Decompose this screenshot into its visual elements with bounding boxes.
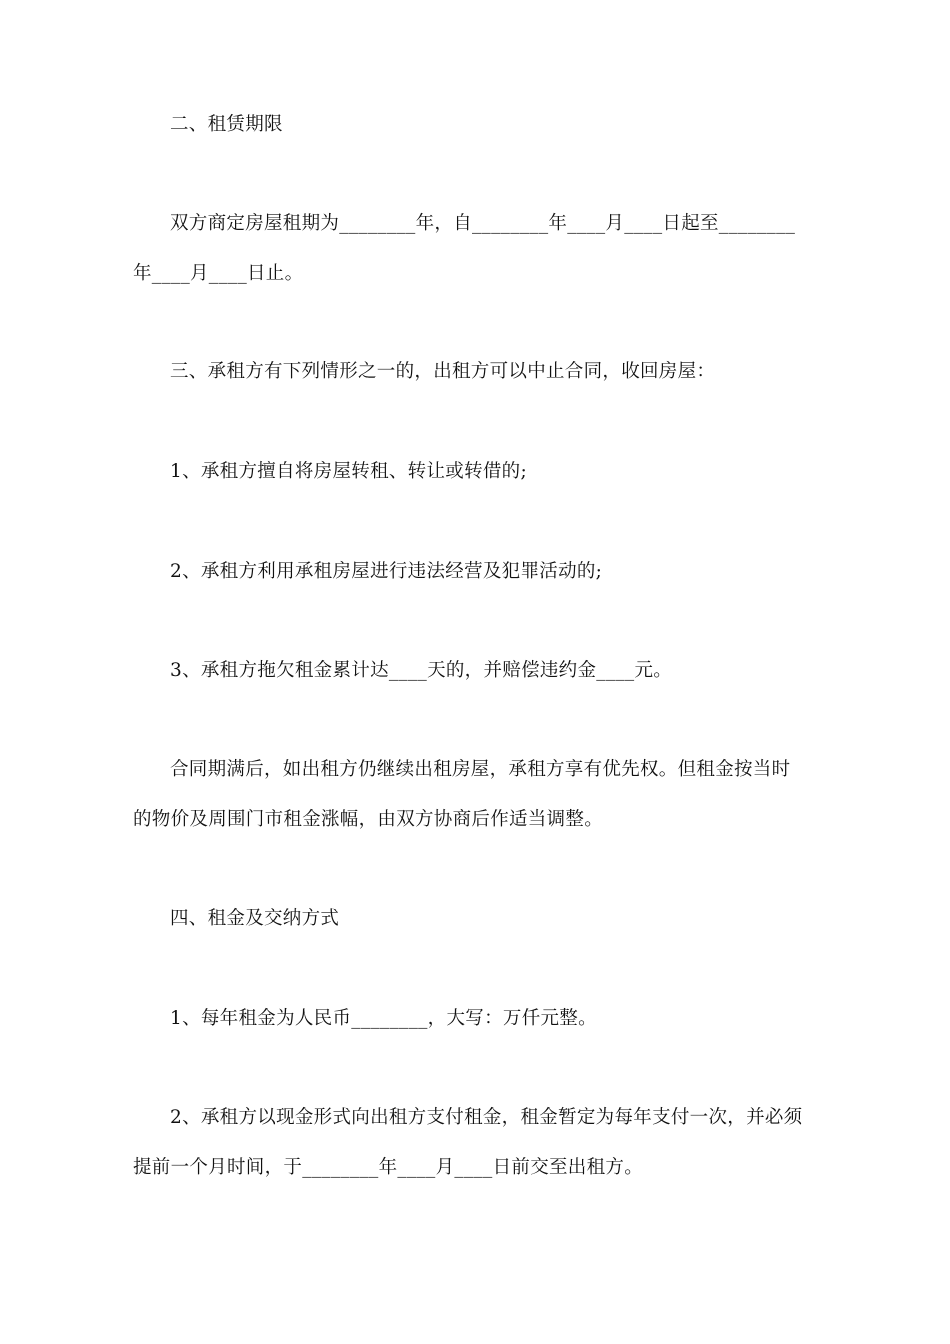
section-heading-rent-payment: 四、租金及交纳方式 [170,908,340,929]
section-heading-termination: 三、承租方有下列情形之一的，出租方可以中止合同，收回房屋： [170,361,716,382]
clause-item-1: 1、承租方擅自将房屋转租、转让或转借的; [170,461,528,482]
paragraph-lease-period-line-1: 双方商定房屋租期为________年，自________年____月____日起至________ [170,213,796,234]
clause-item-3: 3、承租方拖欠租金累计达____天的，并赔偿违约金____元。 [170,660,673,681]
clause-item-2: 2、承租方利用承租房屋进行违法经营及犯罪活动的; [170,561,603,582]
payment-item-2-line-2: 提前一个月时间，于________年____月____日前交至出租方。 [133,1157,644,1178]
section-heading-lease-term: 二、租赁期限 [170,114,283,135]
payment-item-2-line-1: 2、承租方以现金形式向出租方支付租金，租金暂定为每年支付一次，并必须 [170,1107,803,1128]
paragraph-renewal-line-1: 合同期满后，如出租方仍继续出租房屋，承租方享有优先权。但租金按当时 [170,759,791,780]
paragraph-renewal-line-2: 的物价及周围门市租金涨幅，由双方协商后作适当调整。 [133,809,604,830]
paragraph-lease-period-line-2: 年____月____日止。 [133,263,304,284]
payment-item-1: 1、每年租金为人民币________，大写：万仟元整。 [170,1008,597,1029]
